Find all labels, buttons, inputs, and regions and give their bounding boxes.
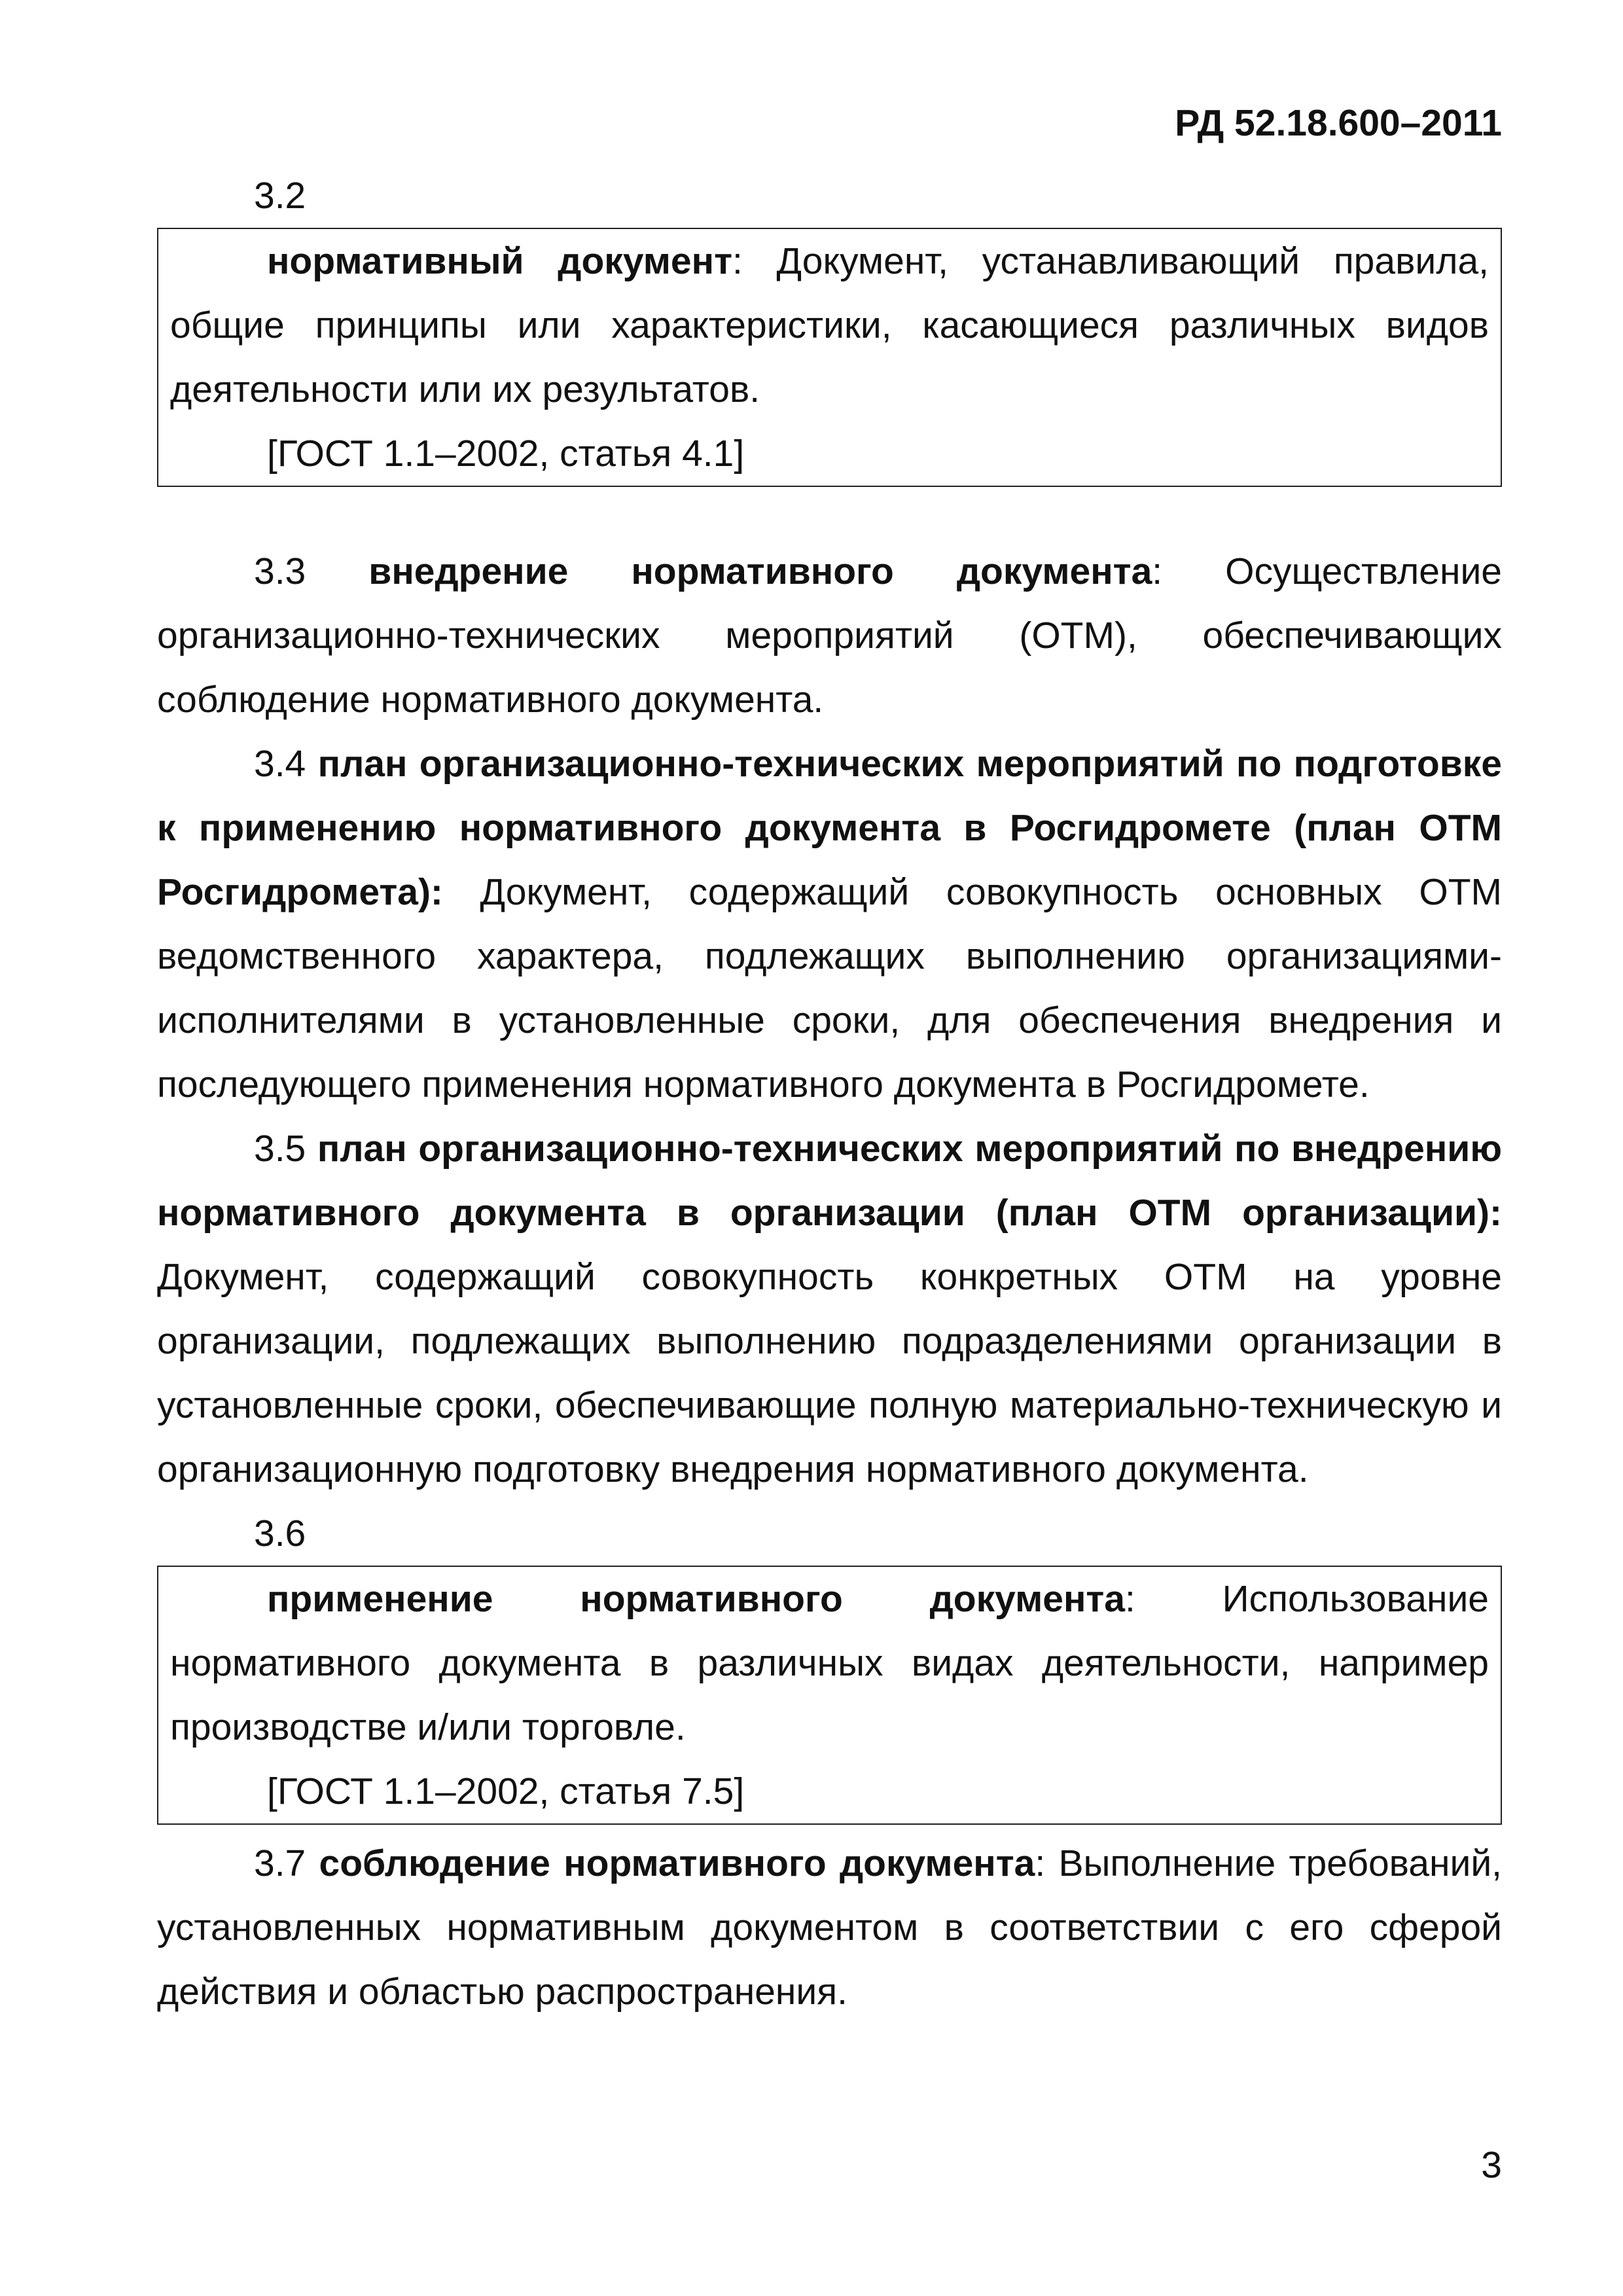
- section-number-3-2: 3.2: [254, 175, 306, 217]
- reference-3-6: [ГОСТ 1.1–2002, статья 7.5]: [267, 1770, 745, 1812]
- definition-3-6: [170, 1567, 1489, 1759]
- reference-3-2: [ГОСТ 1.1–2002, статья 4.1]: [267, 433, 745, 475]
- document-body: [157, 164, 1502, 2024]
- definition-text-3-4: Документ, содержащий совокупность основных ОТМ ведомственного характера, подлежащих выполнению организациями-исполнителями в установленные сроки, для обеспечения внедрения и последующего применения нормативного документа в Росгидромете.: [157, 871, 1502, 1105]
- definition-text-3-6: Использование нормативного документа в различных видах деятельности, например производстве и/или торговле.: [170, 1578, 1489, 1748]
- definition-text-3-5: Документ, содержащий совокупность конкретных ОТМ на уровне организации, подлежащих выполнению подразделениями организации в установленные сроки, обеспечивающие полную материально-техническую и организационную подготовку внедрения нормативного документа.: [157, 1256, 1502, 1490]
- definition-3-7: [157, 1831, 1502, 2024]
- definition-text-3-3: Осуществление организационно-технических мероприятий (ОТМ), обеспечивающих соблюдение нормативного документа.: [157, 550, 1502, 721]
- page-number: 3: [1481, 2144, 1502, 2186]
- colon-3-2: :: [732, 240, 743, 282]
- definition-text-3-2: Документ, устанавливающий правила, общие принципы или характеристики, касающиеся различных видов деятельности или их результатов.: [170, 240, 1489, 410]
- definition-3-3: [157, 539, 1502, 732]
- definition-3-5: [157, 1117, 1502, 1501]
- colon-3-7: :: [1035, 1842, 1046, 1884]
- section-number-3-4: 3.4: [254, 743, 306, 785]
- term-3-7: соблюдение нормативного документа: [319, 1842, 1035, 1884]
- term-3-4: план организационно-технических мероприятий по подготовке к применению нормативного документа в Росгидромете (план ОТМ Росгидромета):: [157, 743, 1502, 913]
- colon-3-3: :: [1152, 550, 1163, 592]
- section-number-3-3: 3.3: [254, 550, 306, 592]
- section-number-3-5: 3.5: [254, 1128, 306, 1170]
- colon-3-6: :: [1125, 1578, 1135, 1620]
- term-3-5: план организационно-технических мероприятий по внедрению нормативного документа в организации (план ОТМ организации):: [157, 1128, 1502, 1234]
- definition-box-3-2: [157, 228, 1502, 487]
- definition-box-3-6: [157, 1566, 1502, 1825]
- section-number-3-7: 3.7: [254, 1842, 306, 1884]
- term-3-3: внедрение нормативного документа: [368, 550, 1152, 592]
- term-3-6: применение нормативного документа: [267, 1578, 1125, 1620]
- definition-3-4: [157, 732, 1502, 1117]
- definition-text-3-7: Выполнение требований, установленных нормативным документом в соответствии с его сферой действия и областью распространения.: [157, 1842, 1502, 2013]
- definition-3-2: [170, 229, 1489, 422]
- document-header: РД 52.18.600–2011: [1175, 102, 1502, 144]
- term-3-2: нормативный документ: [267, 240, 732, 282]
- section-number-3-6: 3.6: [254, 1513, 306, 1554]
